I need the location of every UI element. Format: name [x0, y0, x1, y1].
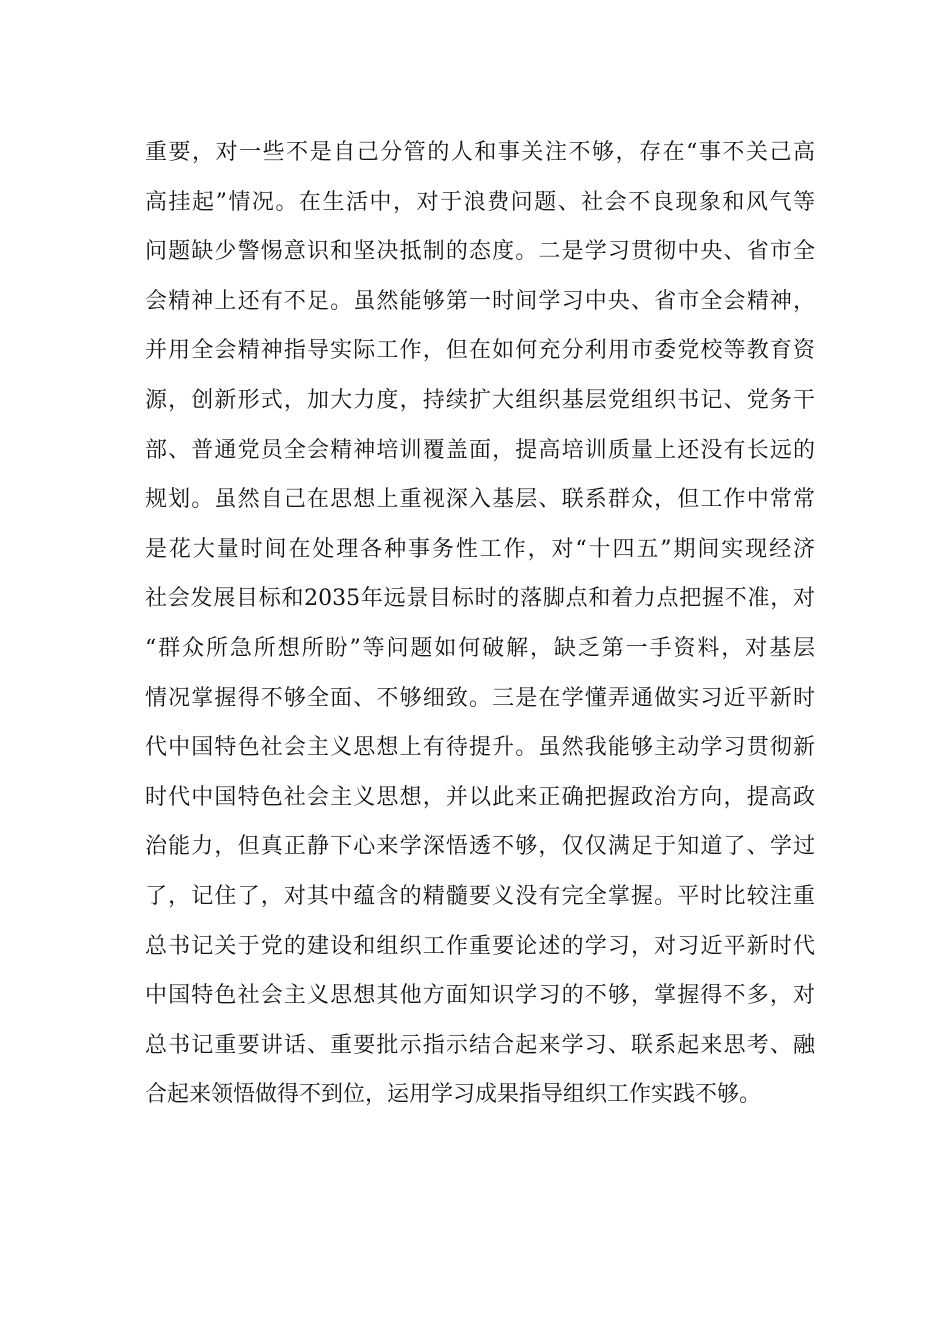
text-line: 问题缺少警惕意识和坚决抵制的态度。二是学习贯彻中央、省市全 — [145, 239, 815, 265]
text-line: 合起来领悟做得不到位，运用学习成果指导组织工作实践不够。 — [145, 1082, 762, 1108]
text-line: 时代中国特色社会主义思想，并以此来正确把握政治方向，提高政 — [145, 784, 815, 810]
text-line: 治能力，但真正静下心来学深悟透不够，仅仅满足于知道了、学过 — [145, 834, 815, 860]
text-line: 重要，对一些不是自己分管的人和事关注不够，存在“事不关己高 — [145, 140, 815, 165]
text-line: 规划。虽然自己在思想上重视深入基层、联系群众，但工作中常常 — [145, 487, 815, 513]
text-line: 代中国特色社会主义思想上有待提升。虽然我能够主动学习贯彻新 — [145, 735, 815, 761]
text-line: 情况掌握得不够全面、不够细致。三是在学懂弄通做实习近平新时 — [145, 685, 815, 711]
text-line: 社会发展目标和2035年远景目标时的落脚点和着力点把握不准，对 — [145, 586, 815, 612]
body-paragraph — [145, 128, 815, 1120]
text-line: “群众所急所想所盼”等问题如何破解，缺乏第一手资料，对基层 — [145, 635, 815, 661]
text-line: 总书记重要讲话、重要批示指示结合起来学习、联系起来思考、融 — [145, 1032, 815, 1058]
text-line: 总书记关于党的建设和组织工作重要论述的学习，对习近平新时代 — [145, 933, 815, 959]
text-line: 部、普通党员全会精神培训覆盖面，提高培训质量上还没有长远的 — [145, 437, 815, 463]
text-line: 了，记住了，对其中蕴含的精髓要义没有完全掌握。平时比较注重 — [145, 883, 815, 909]
text-line: 会精神上还有不足。虽然能够第一时间学习中央、省市全会精神， — [145, 288, 815, 314]
text-line: 是花大量时间在处理各种事务性工作，对“十四五”期间实现经济 — [145, 536, 815, 562]
text-line: 中国特色社会主义思想其他方面知识学习的不够，掌握得不多，对 — [145, 983, 815, 1009]
text-line: 源，创新形式，加大力度，持续扩大组织基层党组织书记、党务干 — [145, 387, 815, 413]
text-line: 高挂起”情况。在生活中，对于浪费问题、社会不良现象和风气等 — [145, 189, 815, 215]
text-line: 并用全会精神指导实际工作，但在如何充分利用市委党校等教育资 — [145, 338, 815, 364]
